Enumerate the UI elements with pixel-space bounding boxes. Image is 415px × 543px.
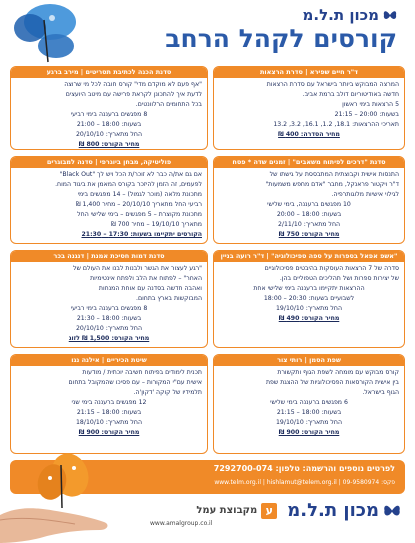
card-line: לגילוי אישיות מלוגותרפיה. bbox=[331, 191, 399, 198]
card-header: סדנת דמות חסיכת אמנת | דנגנה בכר bbox=[11, 251, 207, 262]
bottom-logos bbox=[196, 500, 401, 521]
card-line: מתכונת מקוצרת – 5 מפגשים – בימי שלישי החל bbox=[77, 211, 202, 218]
card-line: בשעות: 18:00 – 21:15 bbox=[276, 409, 342, 416]
card-header: פוליטיקה, מבחן ביוגרפי | סדנה למבוגרים bbox=[11, 157, 207, 168]
card-line: קורס מבוקש עם מומחה לשפת הגוף ותקשורת bbox=[277, 369, 399, 376]
card-price: מחיר הקורס: 900 ₪ bbox=[278, 429, 340, 436]
card-line: בשעות: 18:00 – 20:00 bbox=[276, 211, 342, 218]
hand-with-butterfly-icon bbox=[0, 420, 120, 543]
card-line: מתאריך 19/10/10 – מחיר 700 ₪ bbox=[110, 221, 202, 228]
card-line: של יצירות ספרות ושל תהליכים הטפוליים בהן. bbox=[279, 275, 399, 282]
card-line: 6 מפגשים ברעננה בימי שלישי bbox=[270, 399, 348, 406]
card-line: 10 מפגשים ברעננה, בימי שלישי bbox=[267, 201, 351, 208]
card-line: המבוקשות בארץ בתחום. bbox=[136, 295, 202, 302]
card-line: התנסות אישית וקבוצתית המתבססת על גישתו של bbox=[269, 171, 399, 178]
card-line: בשעות: 18:00 – 21:00 bbox=[76, 121, 142, 128]
card-line: אם גם את/ה כבר לא זוכר/ת הכל ויש לך "Black Out" bbox=[59, 171, 202, 178]
contact-phone: לפרטים נוספים והרשמה: טלפון: 7292700-074 bbox=[213, 464, 395, 473]
amal-text: מקבוצת עמל bbox=[196, 505, 258, 516]
card-line: 8 מפגשים ברעננה בימי רביעי bbox=[70, 111, 148, 118]
course-card-tel-aviv bbox=[213, 66, 405, 150]
amal-url: www.amalgroup.co.il bbox=[150, 520, 213, 527]
course-card-japanese bbox=[213, 354, 405, 454]
card-price: מחיר הקורס: 490 ₪ bbox=[278, 315, 340, 322]
card-line: בשעות: 18:00 – 21:15 bbox=[76, 409, 142, 416]
card-line: רביעי החל מתאריך 20/10/10 – מחיר 1,400 ₪ bbox=[75, 201, 202, 208]
card-header: "אשפ אפאל בספרות על ספה ספיכולוגיה" | ד"ר רועה בניין bbox=[214, 251, 404, 262]
card-line: 8 מפגשים ברעננה בימי רביעי bbox=[70, 305, 148, 312]
header-logo bbox=[303, 6, 397, 24]
card-price: מחיר הקורס: 900 ₪ bbox=[78, 429, 140, 436]
logo-text: מכון ת.ל.מ bbox=[302, 6, 379, 24]
card-line: האחר" – לפתוח את הלב ולפתח אינטימיות bbox=[90, 275, 202, 282]
card-line: הקורסים יתקיימו בשעות: 17:30 – 21:30 bbox=[81, 231, 202, 238]
card-line: לדעת איך להתכונן לקראת פרישה עם מיטב היועצים bbox=[65, 91, 202, 98]
card-header: סדנת "דרכים לפיתוח משאבים" | זמנים שדה * פסח bbox=[214, 157, 404, 168]
card-line: ד"ר ויקטור פראנקל, מחבר "אדם מחפש משמעות" bbox=[265, 181, 399, 188]
bottom-logo-text: מכון ת.ל.מ bbox=[287, 500, 379, 521]
card-line: תאריכי ההרצאות: 18.1, 1.2, 16.1, 3.2, 13.2 bbox=[273, 121, 399, 128]
card-line: חדשה באודיטוריום דולב ברמת אביב. bbox=[302, 91, 399, 98]
card-line: "אף פעם לא מוקדם מדי" קורס חובה לכל מי שרוצה bbox=[64, 81, 202, 88]
butterfly-logo-icon bbox=[383, 503, 401, 518]
card-price: מחיר הקורס: 1,500 ₪ לזוג bbox=[68, 335, 150, 342]
card-line: 5 הרצאות בימי ראשון bbox=[342, 101, 399, 108]
card-line: החל מתאריך: 19/10/10 bbox=[275, 419, 343, 426]
card-line: תכנית לימודים בפיתוח חשיבה יוכתית / מודעות bbox=[82, 369, 202, 376]
butterfly-icon bbox=[0, 0, 95, 70]
page-title: קורסים לקהל הרחב bbox=[165, 24, 397, 53]
card-line: בשעות: 18:00 – 21:30 bbox=[76, 315, 142, 322]
card-header: שיטת הכיריים | אילנה נגו bbox=[11, 355, 207, 366]
amal-logo-icon: ע bbox=[261, 503, 277, 519]
card-line: אישית עם"י המקורות – עם פסיכו שהמקובל בתחום bbox=[68, 379, 202, 386]
card-line: בין אישית הקורסאות הפסיכולוגיות של ההצגת שפת bbox=[265, 379, 399, 386]
card-line: בשעות: 20:00 – 21:15 bbox=[334, 111, 399, 118]
card-line: לפעמים, זה הזמן להיזכר בקורס המאמן את ביגוד המוח. bbox=[55, 181, 202, 188]
course-card-brain-gym bbox=[10, 156, 208, 244]
card-line: החל מתאריך: 2/11/10 bbox=[277, 221, 341, 228]
card-line: החל מתאריך: 19/10/10 bbox=[275, 305, 343, 312]
card-header: סדנת הכנה לכתיבת תסריטים | מירב ברגע bbox=[11, 67, 207, 78]
card-header: שפת הסמן | רותי צור bbox=[214, 355, 404, 366]
card-line: ההרצאות יתקיימו ברעננה בימי שלישי אחת bbox=[253, 285, 365, 292]
card-line: סדרה של 7 הרצאות העוסקות בהיבטים פסיכולוגיים bbox=[264, 265, 399, 272]
card-line: ואהבה חדשה בסדנה עם אוחת המנחות bbox=[98, 285, 202, 292]
contact-details: פקס: 09-9580974 | www.telm.org.il | hishlamut@telem.org.il bbox=[214, 479, 395, 486]
card-line: החל מתאריך: 18/10/10 bbox=[75, 419, 143, 426]
card-line: החל מתאריך: 20/10/10 bbox=[75, 131, 143, 138]
course-card-art-history bbox=[10, 250, 208, 348]
card-price: מחיר הקורס: 800 ₪ bbox=[78, 141, 140, 148]
card-line: "רגע לעצור את הגשר ולבנות לבנו את העולם של bbox=[72, 265, 202, 272]
butterfly-logo-icon bbox=[383, 9, 397, 21]
amal-group-logo bbox=[196, 503, 277, 519]
card-price: מחיר הקורס: 750 ₪ bbox=[278, 231, 340, 238]
course-card-philosophy bbox=[213, 250, 405, 348]
card-line: המרצה המבוקש ביותר בישראל עם סדרת הרצאות bbox=[266, 81, 399, 88]
card-line: תלמידיו של קוקה 'דקון'ה. bbox=[133, 389, 202, 396]
course-card-photo-evening bbox=[213, 156, 405, 244]
card-header: ד"ר חיים שפירא | סדרת הרצאות bbox=[214, 67, 404, 78]
card-line: בכל התחומים הרלוונטים. bbox=[135, 101, 202, 108]
card-line: מתכונת מלאה (מוכר לגמול) – 14 מפגשים בימי bbox=[77, 191, 202, 198]
card-line: 12 מפגשים ברעננה בימי שני bbox=[71, 399, 147, 406]
bottom-logo-telem bbox=[287, 500, 401, 521]
card-line: לשבועיים בשעות: 20:30 – 18:00 bbox=[263, 295, 355, 302]
card-line: החל מתאריך: 20/10/10 bbox=[75, 325, 143, 332]
card-line: הגוף בישראל. bbox=[362, 389, 399, 396]
course-card-scriptwriting bbox=[10, 66, 208, 150]
card-price: מחיר הסדרה: 400 ₪ bbox=[278, 131, 340, 138]
